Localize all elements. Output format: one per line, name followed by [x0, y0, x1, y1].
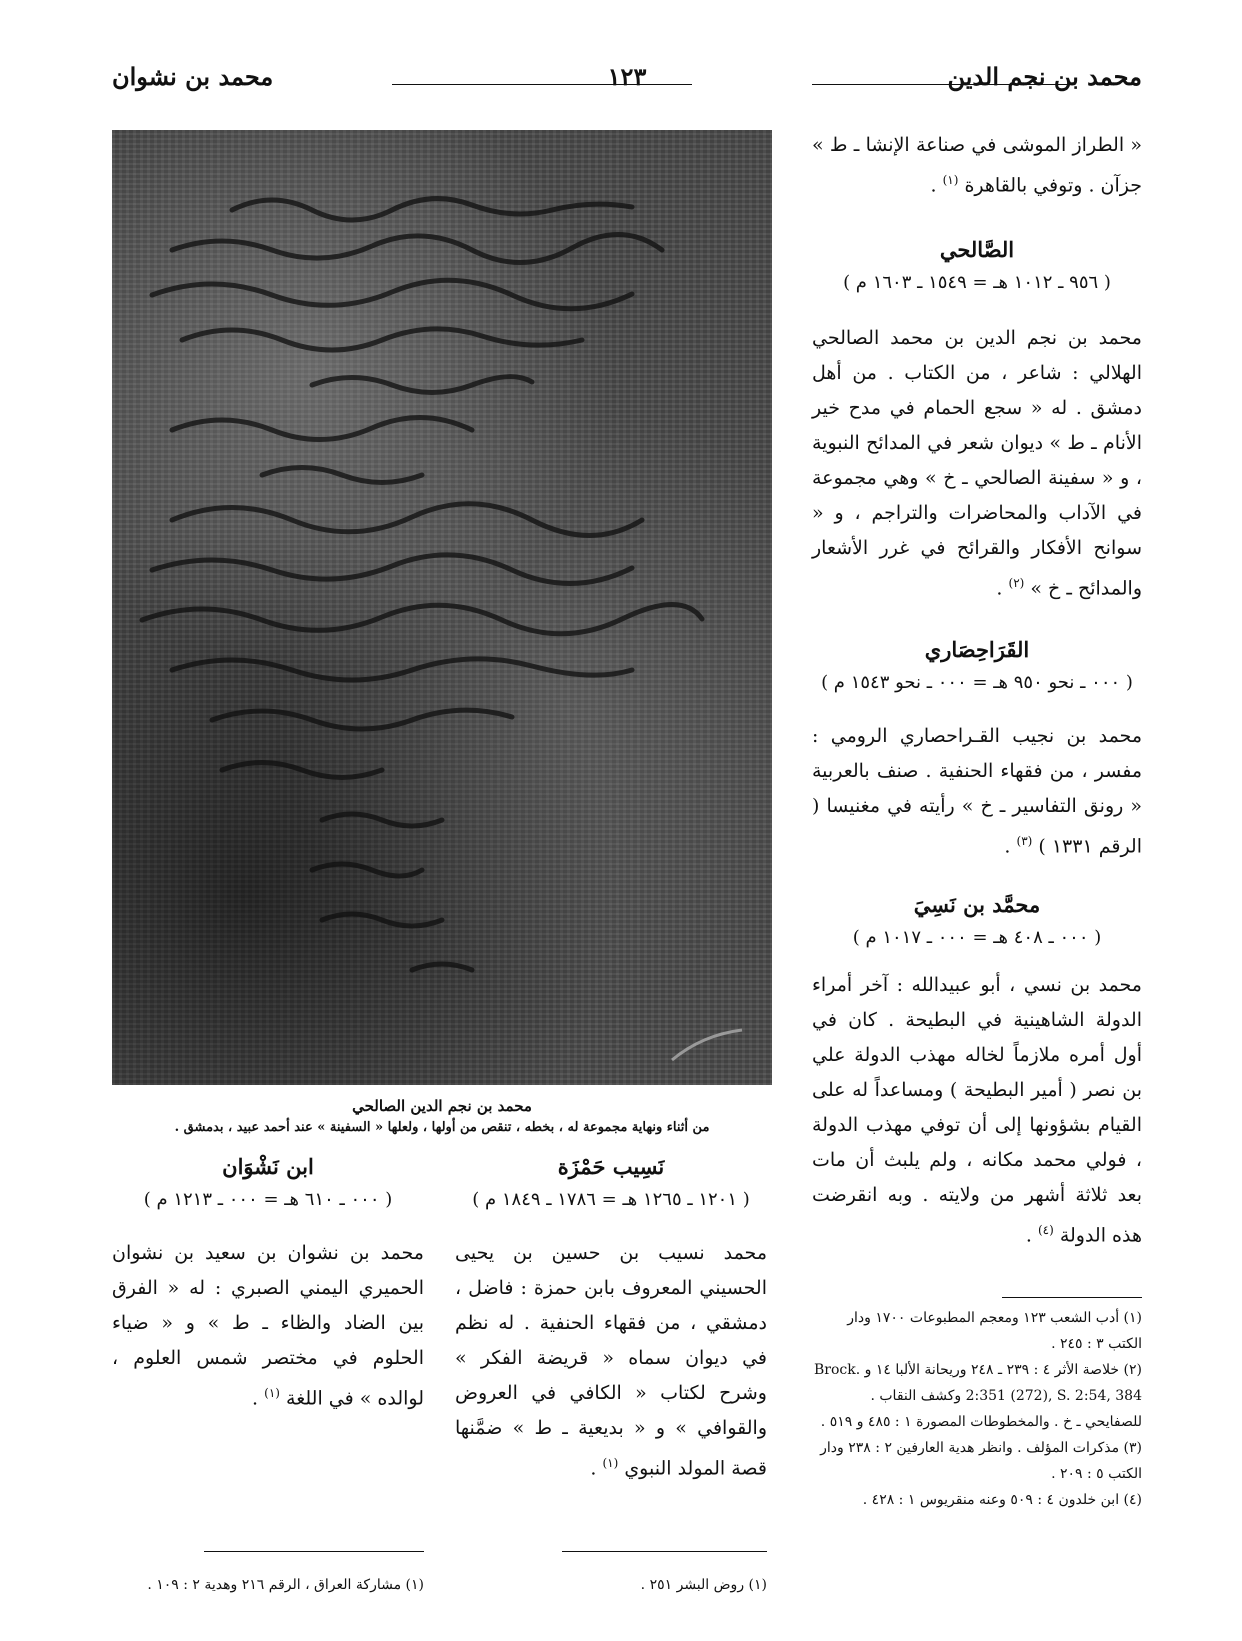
page-number: ١٢٣ [607, 62, 647, 91]
entry-text: محمد بن نشوان بن سعيد بن نشوان الحميري اليمني الصبري : له « الفرق بين الضاد والظاء ـ ط » و « ضياء الحلوم في مختصر شمس العلوم ، لوالده » في اللغة $^{(١)}$ . [112, 1242, 424, 1410]
manuscript-photo [112, 130, 772, 1085]
footnote: (٤) ابن خلدون ٤ : ٥٠٩ وعنه منقريوس ١ : ٤٢٨ . [862, 1492, 1142, 1508]
footnote-rule [204, 1551, 424, 1552]
entry-dates: ( ٠٠٠ ـ ٦١٠ هـ = ٠٠٠ ـ ١٢١٣ م ) [143, 1189, 393, 1210]
entry-title: القَرَاحِصَاري [924, 636, 1030, 662]
header-left-title: محمد بن نشوان [112, 62, 274, 91]
entry-title: محمَّد بن نَسِيَ [913, 891, 1041, 917]
footnotes-left [112, 1572, 424, 1598]
running-header [112, 62, 1142, 102]
left-column [112, 1150, 424, 1416]
entry-title: الصَّالحي [939, 237, 1015, 263]
footnote-ref: (٢) [1008, 576, 1025, 591]
caption-title: محمد بن نجم الدين الصالحي [352, 1097, 532, 1115]
footnote-ref: (٣) [1016, 833, 1033, 848]
continuation-paragraph: « الطراز الموشى في صناعة الإنشا ـ ط » جزآن . وتوفي بالقاهرة $^{(١)}$ . [812, 134, 1142, 197]
entry-text: محمد بن نجم الدين بن محمد الصالحي الهلالي : شاعر ، من الكتاب . من أهل دمشق . له « سجع الحمام في مدح خير الأنام ـ ط » ديوان شعر في المدائح النبوية ، و « سفينة الصالحي ـ خ » وهي مجموعة في الآداب والمحاضرات والتراجم ، و « سوانح الأفكار والقرائح في غرر الأشعار والمدائح ـ خ » $^{(٢)}$ . [812, 327, 1142, 600]
header-rule [392, 84, 692, 85]
middle-column [455, 1150, 767, 1486]
entry-dates: ( ٠٠٠ ـ نحو ٩٥٠ هـ = ٠٠٠ ـ نحو ١٥٤٣ م ) [821, 671, 1133, 693]
footnote: (١) مشاركة العراق ، الرقم ٢١٦ وهدية ٢ : ١٠٩ . [147, 1577, 424, 1593]
footnote-ref: (١) [942, 173, 959, 187]
footnotes-right [812, 1305, 1142, 1513]
entry-dates: ( ١٢٠١ ـ ١٢٦٥ هـ = ١٧٨٦ ـ ١٨٤٩ م ) [472, 1189, 750, 1210]
header-right-title: محمد بن نجم الدين [947, 62, 1142, 91]
footnote: (٢) خلاصة الأثر ٤ : ٢٣٩ ـ ٢٤٨ وريحانة الألبا ١٤ و Brock. 2:351 (272), S. 2:54, 384 وكشف النقاب . للصفايحي ـ خ . والمخطوطات المصورة ١ : ٤٨٥ و ٥١٩ . [813, 1362, 1142, 1430]
footnote: (٣) مذكرات المؤلف . وانظر هدية العارفين ٢ : ٢٣٨ ودار الكتب ٥ : ٢٠٩ . [820, 1440, 1142, 1482]
footnote-rule [1002, 1297, 1142, 1298]
entry-dates: ( ٠٠٠ ـ ٤٠٨ هـ = ٠٠٠ ـ ١٠١٧ م ) [852, 926, 1102, 948]
footnote: (١) روض البشر ٢٥١ . [640, 1577, 767, 1593]
right-column [812, 128, 1142, 1253]
entry-text: محمد نسيب بن حسين بن يحيى الحسيني المعروف بابن حمزة : فاضل ، دمشقي ، من فقهاء الحنفية . له نظم في ديوان سماه « قريضة الفكر » وشرح لكتاب « الكافي في العروض والقوافي » و « بديعية ـ ط » ضمَّنها قصة المولد النبوي $^{(١)}$ . [455, 1242, 767, 1480]
entry-title: ابن نَشْوَان [222, 1154, 314, 1179]
entry-text: محمد بن نسي ، أبو عبيدالله : آخر أمراء الدولة الشاهينية في البطيحة . كان في أول أمره ملازماً لخاله مهذب الدولة علي بن نصر ( أمير البطيحة ) ومساعداً له على القيام بشؤونها إلى أن توفي مهذب الدولة ، فولي محمد مكانه ، ولم يلبث أن مات بعد ثلاثة أشهر من ولايته . وبه انقرضت هذه الدولة $^{(٤)}$ . [812, 973, 1142, 1247]
photo-caption [112, 1095, 772, 1139]
footnote-ref: (٤) [1037, 1222, 1054, 1237]
footnotes-middle [455, 1572, 767, 1598]
caption-text: من أثناء ونهاية مجموعة له ، بخطه ، تنقص من أولها ، ولعلها « السفينة » عند أحمد عبيد ، بدمشق . [174, 1120, 710, 1135]
entry-text: محمد بن نجيب القـراحصاري الرومي : مفسر ، من فقهاء الحنفية . صنف بالعربية « رونق التفاسير ـ خ » رأيته في مغنيسا ( الرقم ١٣٣١ ) $^{(٣)}$ . [812, 724, 1142, 857]
footnote-ref: (١) [602, 1456, 619, 1470]
handwriting-strokes [112, 130, 772, 1085]
footnote-ref: (١) [264, 1386, 280, 1400]
footnote-rule [562, 1551, 767, 1552]
entry-dates: ( ٩٥٦ ـ ١٠١٢ هـ = ١٥٤٩ ـ ١٦٠٣ م ) [843, 272, 1111, 294]
entry-title: نَسِيب حَمْزَة [557, 1154, 665, 1179]
footnote: (١) أدب الشعب ١٢٣ ومعجم المطبوعات ١٧٠٠ ودار الكتب ٣ : ٢٤٥ . [847, 1310, 1142, 1352]
